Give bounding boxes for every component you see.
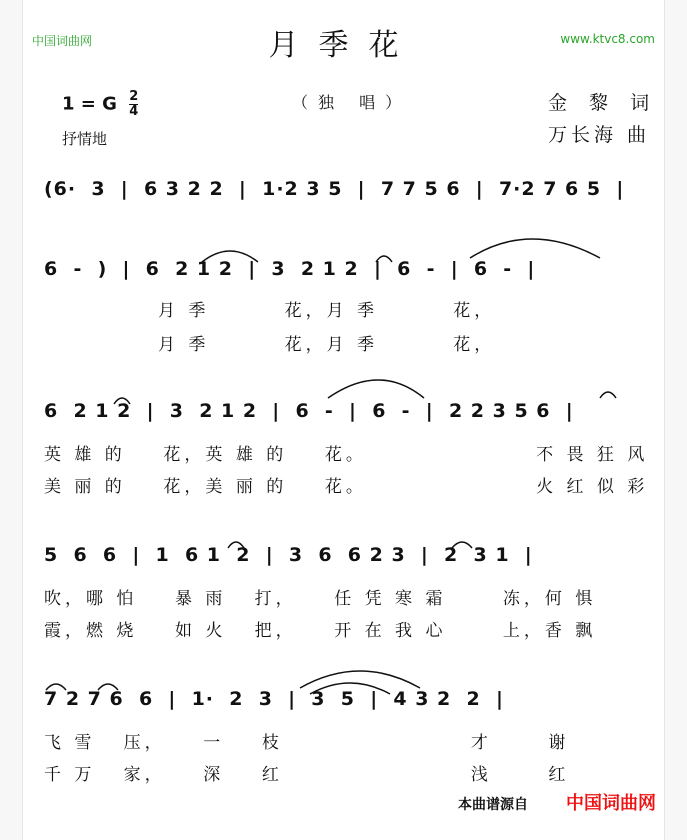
lyric-line: 千 万 家， 深 红 浅 红 [44, 765, 570, 785]
time-numerator: 2 [129, 89, 139, 104]
lyric-line: 月 季 花，月 季 花， [158, 301, 496, 321]
composer-credit: 万长海 曲 [548, 124, 651, 146]
notation-line: 5 6 6 | 1 6 1 2 | 3 6 6 2 3 | 2 3 1 | [44, 544, 533, 566]
notation-line: 6 2 1 2 | 3 2 1 2 | 6 - | 6 - | 2 2 3 5 6 | [44, 400, 574, 422]
performance-style: （独 唱） [292, 93, 412, 112]
slur-arc [310, 683, 390, 694]
lyricist-credit: 金 黎 词 [548, 92, 658, 114]
site-url-right[interactable]: www.ktvc8.com [560, 32, 655, 46]
slur-arc [600, 392, 616, 398]
site-name-left[interactable]: 中国词曲网 [32, 34, 93, 48]
slur-arc [202, 251, 258, 262]
source-label: 本曲谱源自 [458, 797, 528, 813]
slur-arc [114, 398, 130, 404]
key-label: 1 = G [62, 93, 117, 115]
notation-line: 7 2 7 6 6 | 1· 2 3 | 3 5 | 4 3 2 2 | [44, 688, 504, 710]
slur-arc [328, 380, 424, 398]
slur-arc [228, 542, 244, 548]
tempo-marking: 抒情地 [62, 130, 108, 148]
slur-arc [46, 684, 66, 690]
notation-line: (6· 3 | 6 3 2 2 | 1·2 3 5 | 7 7 5 6 | 7·2 7 6 5 | [44, 178, 625, 200]
lyric-line: 月 季 花，月 季 花， [158, 335, 496, 355]
lyric-line: 飞 雪 压， 一 枝 才 谢 [44, 733, 570, 753]
time-denominator: 4 [129, 104, 139, 119]
slur-arc [376, 256, 392, 262]
lyric-line: 英 雄 的 花，英 雄 的 花。 不 畏 狂 风 [44, 445, 649, 465]
lyric-line: 霞，燃 烧 如 火 把， 开 在 我 心 上，香 飘 [44, 621, 597, 641]
source-site-link[interactable]: 中国词曲网 [566, 793, 656, 814]
lyric-line: 美 丽 的 花，美 丽 的 花。 火 红 似 彩 [44, 477, 649, 497]
notation-line: 6 - ) | 6 2 1 2 | 3 2 1 2 | 6 - | 6 - | [44, 258, 536, 280]
slur-arc [452, 542, 472, 548]
lyric-line: 吹，哪 怕 暴 雨 打， 任 凭 寒 霜 冻，何 惧 [44, 589, 597, 609]
song-title: 月季花 [268, 28, 419, 63]
slur-arc [300, 671, 420, 688]
slur-arc [470, 239, 600, 258]
slur-arc [98, 684, 118, 690]
